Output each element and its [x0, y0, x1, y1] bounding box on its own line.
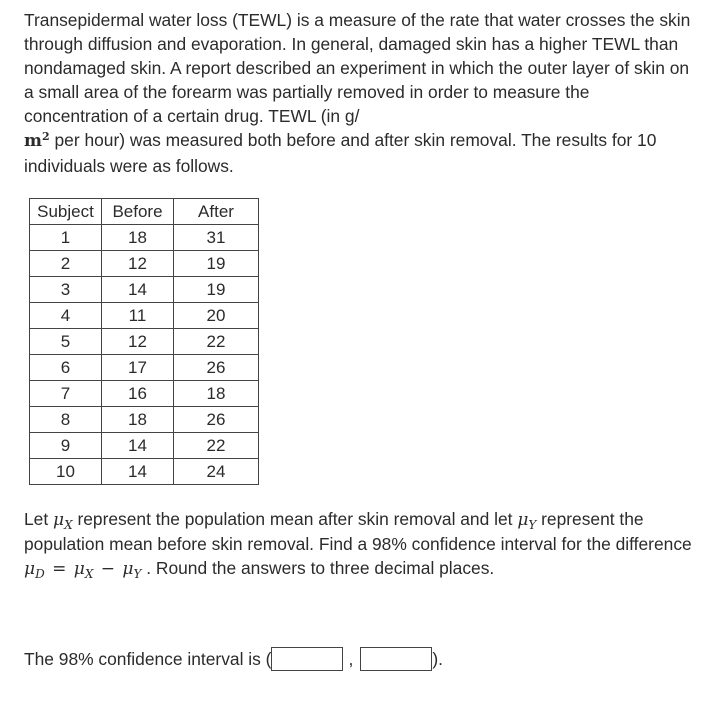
- cell-subject: 4: [30, 303, 102, 329]
- cell-after: 22: [174, 433, 259, 459]
- upper-bound-input[interactable]: [360, 647, 432, 671]
- cell-before: 14: [102, 433, 174, 459]
- cell-before: 17: [102, 355, 174, 381]
- answer-separator: ,: [348, 649, 354, 669]
- cell-after: 26: [174, 407, 259, 433]
- cell-after: 26: [174, 355, 259, 381]
- table-row: [30, 303, 259, 329]
- table-row: [30, 225, 259, 251]
- lower-bound-input[interactable]: [271, 647, 343, 671]
- tewl-data-table: [29, 198, 259, 485]
- cell-subject: 5: [30, 329, 102, 355]
- cell-subject: 8: [30, 407, 102, 433]
- intro-text-1: Transepidermal water loss (TEWL) is a measure of the rate that water crosses the skin through diffusion and evaporation. In general, damaged skin has a higher TEWL than nondamaged skin. A report described an experiment in which the outer layer of skin on a small area of the forearm was partially removed in order to measure the concentration of a certain drug. TEWL (in g/: [24, 10, 691, 127]
- mu-y-symbol: $\mu_Y$: [517, 510, 537, 532]
- table-row: [30, 459, 259, 485]
- cell-before: 18: [102, 407, 174, 433]
- cell-after: 18: [174, 381, 259, 407]
- answer-line: [24, 646, 443, 672]
- cell-subject: 2: [30, 251, 102, 277]
- cell-subject: 7: [30, 381, 102, 407]
- cell-subject: 1: [30, 225, 102, 251]
- cell-subject: 3: [30, 277, 102, 303]
- header-after: After: [174, 199, 259, 225]
- cell-before: 16: [102, 381, 174, 407]
- cell-before: 12: [102, 251, 174, 277]
- table-row: [30, 355, 259, 381]
- cell-subject: 10: [30, 459, 102, 485]
- answer-prefix: The 98% confidence interval is (: [24, 649, 272, 669]
- cell-before: 14: [102, 459, 174, 485]
- cell-after: 31: [174, 225, 259, 251]
- cell-before: 12: [102, 329, 174, 355]
- cell-after: 20: [174, 303, 259, 329]
- header-before: Before: [102, 199, 174, 225]
- unit-m-squared: $m^2$: [24, 130, 50, 152]
- cell-before: 18: [102, 225, 174, 251]
- cell-subject: 9: [30, 433, 102, 459]
- table-row: [30, 407, 259, 433]
- table-row: [30, 251, 259, 277]
- answer-suffix: ).: [432, 649, 443, 669]
- question-text: Let $\mu_X$ represent the population mean after skin removal and let $\mu_Y$ represent the population mean before skin removal. Find a 98% confidence interval for the difference $\mu_D = \mu_X - \mu_Y$ . Round the answers to three decimal places.: [24, 509, 692, 582]
- cell-before: 11: [102, 303, 174, 329]
- table-header-row: [30, 199, 259, 225]
- table-row: [30, 329, 259, 355]
- intro-text-2: per hour) was measured both before and after skin removal. The results for 10 individuals were as follows.: [24, 130, 657, 176]
- cell-subject: 6: [30, 355, 102, 381]
- problem-intro: [24, 8, 696, 178]
- table-row: [30, 277, 259, 303]
- table-row: [30, 433, 259, 459]
- cell-after: 19: [174, 277, 259, 303]
- header-subject: Subject: [30, 199, 102, 225]
- cell-after: 22: [174, 329, 259, 355]
- mu-d-expression: $\mu_D = \mu_X - \mu_Y$: [24, 559, 142, 582]
- cell-before: 14: [102, 277, 174, 303]
- table-row: [30, 381, 259, 407]
- cell-after: 24: [174, 459, 259, 485]
- mu-x-symbol: $\mu_X$: [53, 510, 73, 532]
- cell-after: 19: [174, 251, 259, 277]
